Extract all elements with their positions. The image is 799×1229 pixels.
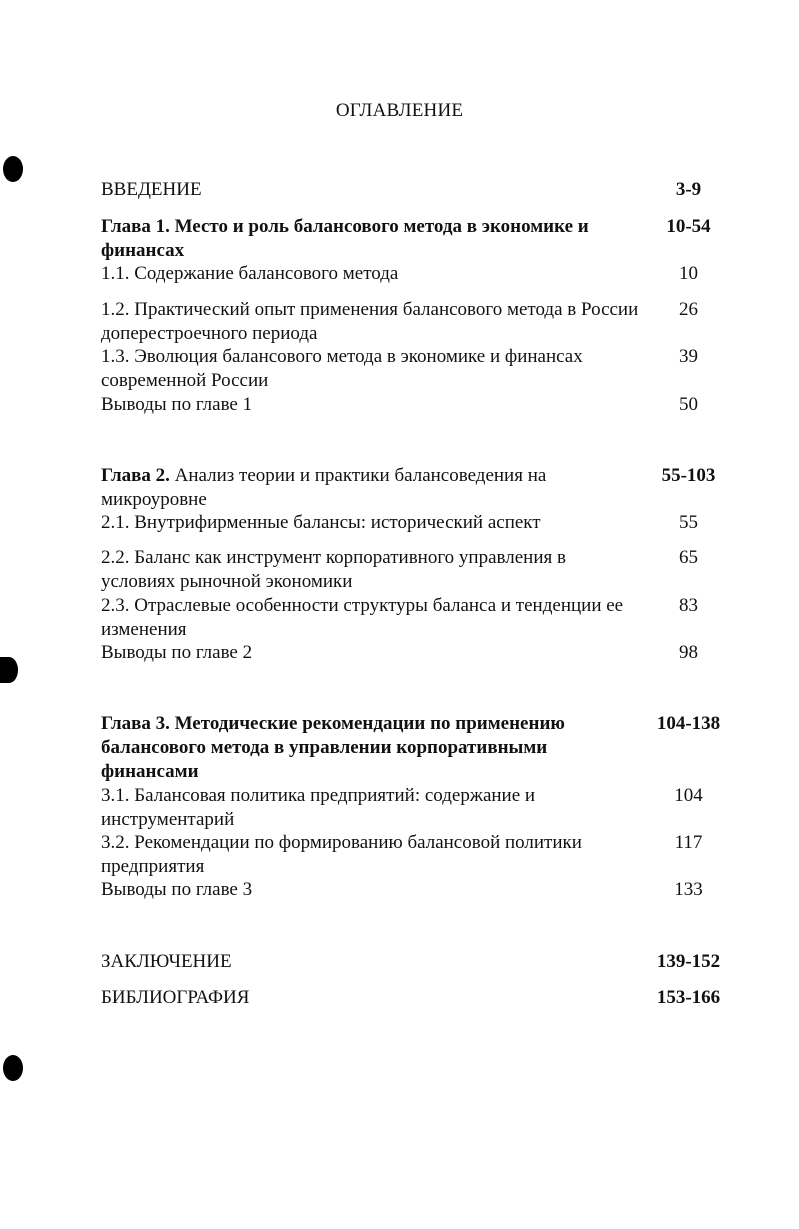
toc-entry-pages: 139-152	[656, 951, 721, 972]
punch-hole-bottom	[3, 1055, 23, 1081]
toc-entry-pages: 26	[679, 299, 698, 320]
punch-hole-top	[3, 156, 23, 182]
chapter-heading-rest: Анализ теории и практики балансоведения на микроуровне	[101, 465, 547, 510]
chapter-heading: Глава 2.	[101, 465, 170, 486]
toc-entry-title: ВВЕДЕНИЕ	[101, 179, 202, 200]
toc-entry-pages: 55	[679, 512, 698, 533]
toc-entry-title: 2.1. Внутрифирменные балансы: исторический аспект	[101, 512, 541, 533]
toc-entry-title: Выводы по главе 3	[101, 879, 253, 900]
toc-entry-title: Выводы по главе 1	[101, 394, 253, 415]
chapter-heading: Глава 1. Место и роль балансового метода в экономике и финансах	[101, 216, 589, 261]
toc-entry-title: 1.3. Эволюция балансового метода в экономике и финансах современной России	[101, 346, 583, 391]
toc-entry-title: 2.2. Баланс как инструмент корпоративного управления в условиях рыночной экономики	[101, 547, 566, 592]
toc-entry-title: 3.2. Рекомендации по формированию балансовой политики предприятия	[101, 832, 582, 877]
toc-entry-pages: 133	[674, 879, 703, 900]
toc-entry-pages: 55-103	[661, 465, 716, 486]
chapter-heading: Глава 3. Методические рекомендации по применению балансового метода в управлении корпоративными финансами	[101, 713, 565, 782]
toc-entry-title	[101, 712, 641, 784]
toc-entry-title: 3.1. Балансовая политика предприятий: содержание и инструментарий	[101, 785, 536, 830]
punch-hole-middle	[0, 657, 18, 683]
toc-entry-title	[101, 464, 641, 512]
toc-entry-title: ЗАКЛЮЧЕНИЕ	[101, 951, 232, 972]
toc-entry-pages: 10-54	[666, 216, 711, 237]
toc-entry-pages: 98	[679, 642, 698, 663]
toc-entry-title: 2.3. Отраслевые особенности структуры баланса и тенденции ее изменения	[101, 595, 624, 640]
toc-entry-title: 1.2. Практический опыт применения балансового метода в России доперестроечного периода	[101, 299, 639, 344]
toc-entry-pages: 104	[674, 785, 703, 806]
toc-entry-pages: 65	[679, 547, 698, 568]
toc-entry-title	[101, 215, 641, 263]
toc-entry-pages: 117	[674, 832, 703, 853]
page-title: ОГЛАВЛЕНИЕ	[335, 100, 464, 121]
toc-entry-pages: 104-138	[656, 713, 721, 734]
toc-entry-title: Выводы по главе 2	[101, 642, 253, 663]
toc-entry-pages: 3-9	[675, 179, 702, 200]
toc-entry-pages: 10	[679, 263, 698, 284]
toc-entry-pages: 50	[679, 394, 698, 415]
toc-entry-title: БИБЛИОГРАФИЯ	[101, 987, 250, 1008]
toc-entry-pages: 83	[679, 595, 698, 616]
toc-entry-title: 1.1. Содержание балансового метода	[101, 263, 399, 284]
toc-entry-pages: 39	[679, 346, 698, 367]
toc-entry-pages: 153-166	[656, 987, 721, 1008]
